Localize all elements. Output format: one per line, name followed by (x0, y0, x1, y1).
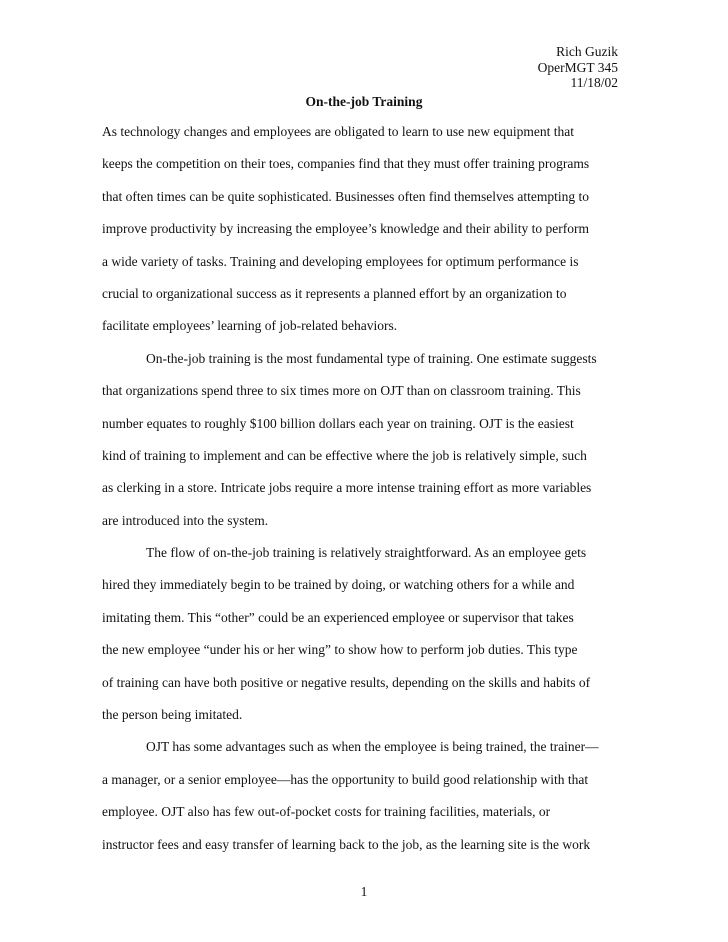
text-line: As technology changes and employees are obligated to learn to use new equipment that (102, 124, 574, 139)
course-code: OperMGT 345 (537, 59, 618, 75)
text-line: imitating them. This “other” could be an experienced employee or supervisor that takes (102, 609, 574, 625)
text-line: kind of training to implement and can be effective where the job is relatively simple, such (102, 447, 587, 463)
document-date: 11/18/02 (570, 75, 618, 90)
text-line: number equates to roughly $100 billion dollars each year on training. OJT is the easiest (102, 415, 574, 431)
text-line: OJT has some advantages such as when the employee is being trained, the trainer— (146, 739, 599, 755)
text-line: On-the-job training is the most fundamental type of training. One estimate suggests (146, 350, 597, 366)
text-line: keeps the competition on their toes, companies find that they must offer training programs (102, 156, 590, 172)
header-block (538, 44, 618, 91)
text-line: that often times can be quite sophisticated. Businesses often find themselves attempting to (102, 188, 590, 204)
text-line: employee. OJT also has few out-of-pocket costs for training facilities, materials, or (102, 804, 551, 820)
document-body (102, 124, 632, 869)
text-line: the person being imitated. (102, 707, 243, 723)
text-line: improve productivity by increasing the employee’s knowledge and their ability to perform (102, 221, 589, 237)
text-line: crucial to organizational success as it represents a planned effort by an organization to (102, 285, 567, 301)
text-line: the new employee “under his or her wing” to show how to perform job duties. This type (102, 642, 578, 658)
text-line: as clerking in a store. Intricate jobs require a more intense training effort as more variables (102, 480, 592, 496)
document-title: On-the-job Training (305, 94, 423, 109)
text-line: of training can have both positive or negative results, depending on the skills and habits of (102, 674, 591, 690)
author-name: Rich Guzik (556, 44, 618, 59)
text-line: hired they immediately begin to be trained by doing, or watching others for a while and (102, 577, 575, 593)
text-line: a wide variety of tasks. Training and developing employees for optimum performance is (102, 253, 579, 269)
text-line: The flow of on-the-job training is relatively straightforward. As an employee gets (146, 545, 587, 561)
text-line: instructor fees and easy transfer of learning back to the job, as the learning site is the work (102, 836, 591, 852)
text-line: facilitate employees’ learning of job-related behaviors. (102, 318, 398, 334)
page-number: 1 (360, 884, 368, 899)
text-line: that organizations spend three to six times more on OJT than on classroom training. This (102, 383, 581, 399)
text-line: are introduced into the system. (102, 512, 269, 528)
text-line: a manager, or a senior employee—has the opportunity to build good relationship with that (102, 771, 589, 787)
